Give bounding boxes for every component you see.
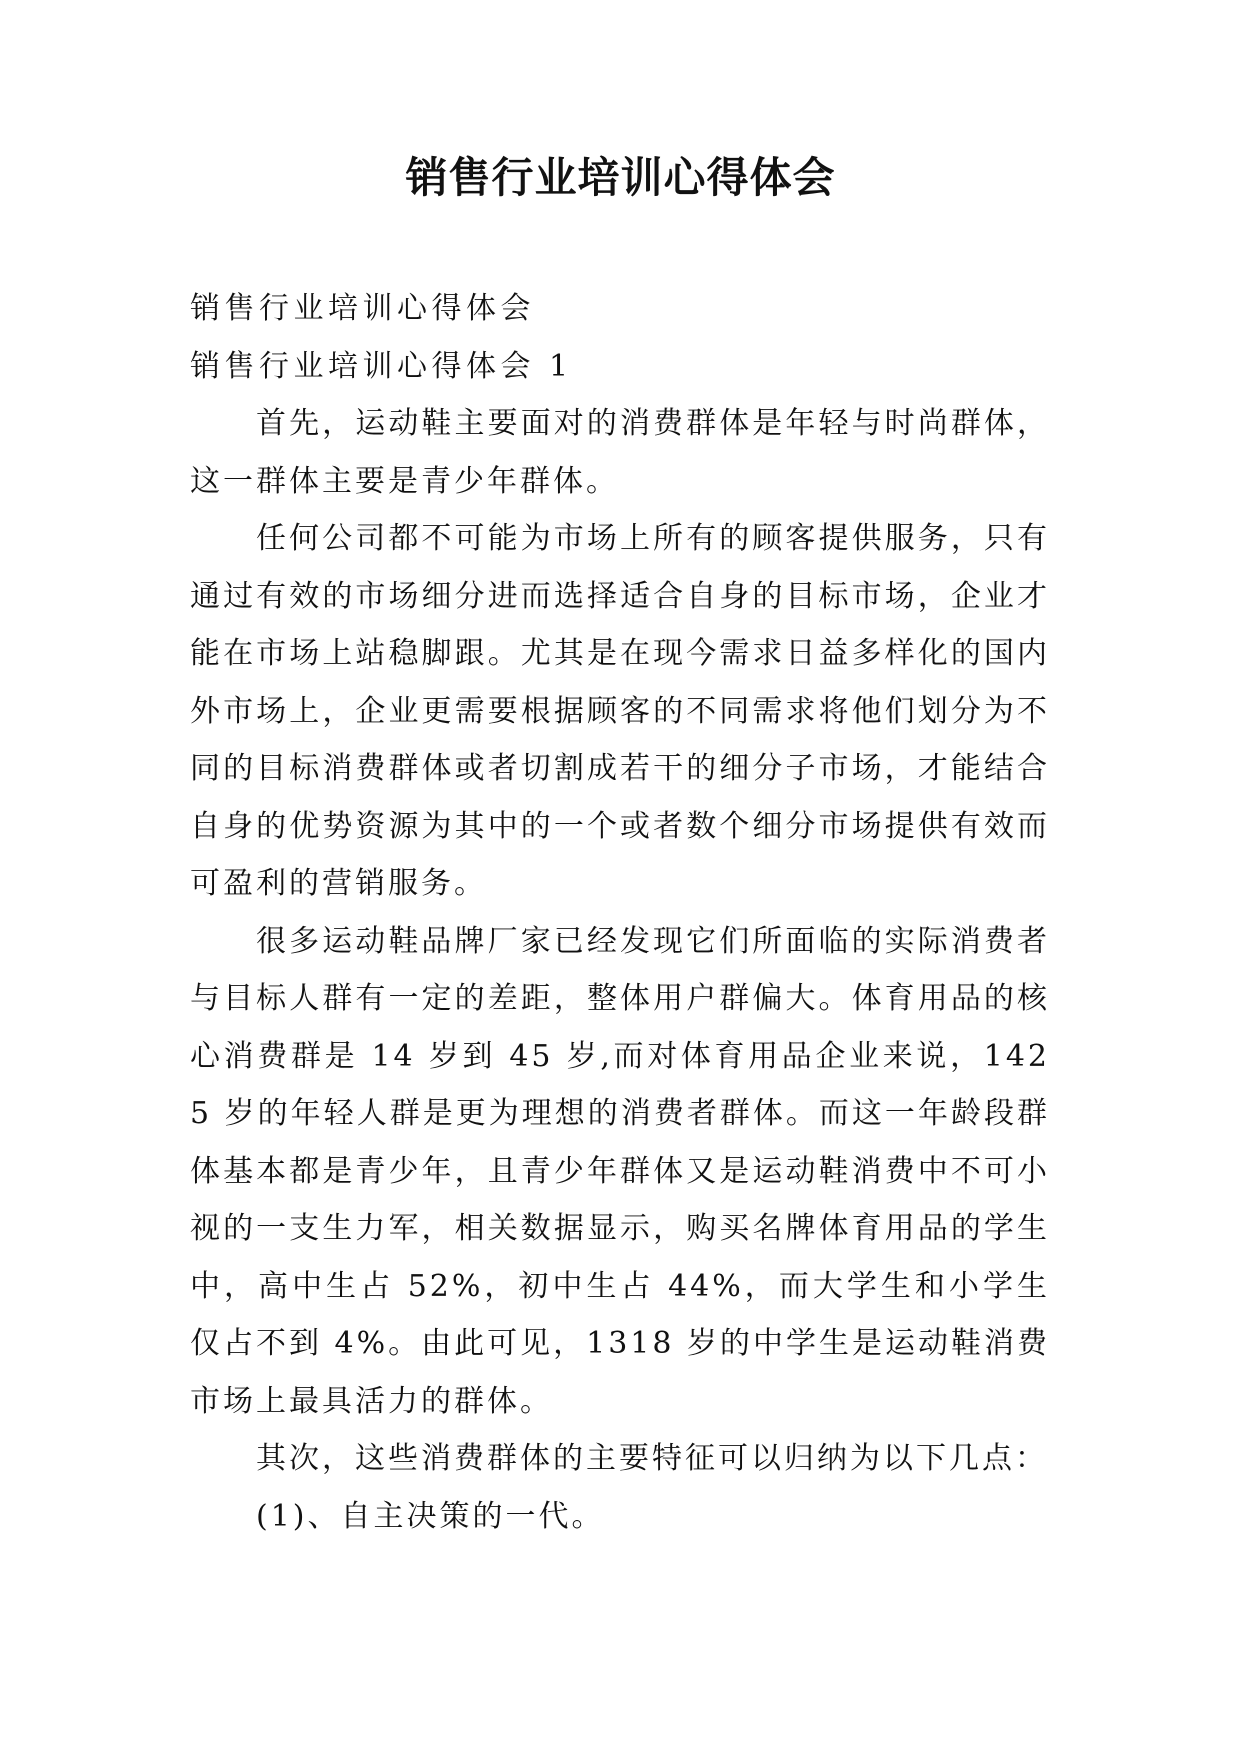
paragraph-4: 其次，这些消费群体的主要特征可以归纳为以下几点：	[256, 1441, 1048, 1476]
document-title: 销售行业培训心得体会	[405, 153, 836, 202]
section-heading: 销售行业培训心得体会 1	[190, 348, 573, 384]
document-body	[190, 280, 1050, 1545]
paragraph-5: (1)、自主决策的一代。	[256, 1498, 605, 1534]
paragraph-2: 任何公司都不可能为市场上所有的顾客提供服务，只有通过有效的市场细分进而选择适合自身的目标市场，企业才能在市场上站稳脚跟。尤其是在现今需求日益多样化的国内外市场上，企业更需要根据顾客的不同需求将他们划分为不同的目标消费群体或者切割成若干的细分子市场，才能结合自身的优势资源为其中的一个或者数个细分市场提供有效而可盈利的营销服务。	[190, 521, 1050, 901]
paragraph-3: 很多运动鞋品牌厂家已经发现它们所面临的实际消费者与目标人群有一定的差距，整体用户群偏大。体育用品的核心消费群是 14 岁到 45 岁,而对体育用品企业来说，1425 岁的年轻人群是更为理想的消费者群体。而这一年龄段群体基本都是青少年，且青少年群体又是运动鞋消费中不可小视的一支生力军，相关数据显示，购买名牌体育用品的学生中，高中生占 52%，初中生占 44%，而大学生和小学生仅占不到 4%。由此可见，1318 岁的中学生是运动鞋消费市场上最具活力的群体。	[190, 923, 1051, 1419]
subtitle-line: 销售行业培训心得体会	[190, 291, 535, 326]
paragraph-1: 首先，运动鞋主要面对的消费群体是年轻与时尚群体，这一群体主要是青少年群体。	[190, 406, 1050, 499]
